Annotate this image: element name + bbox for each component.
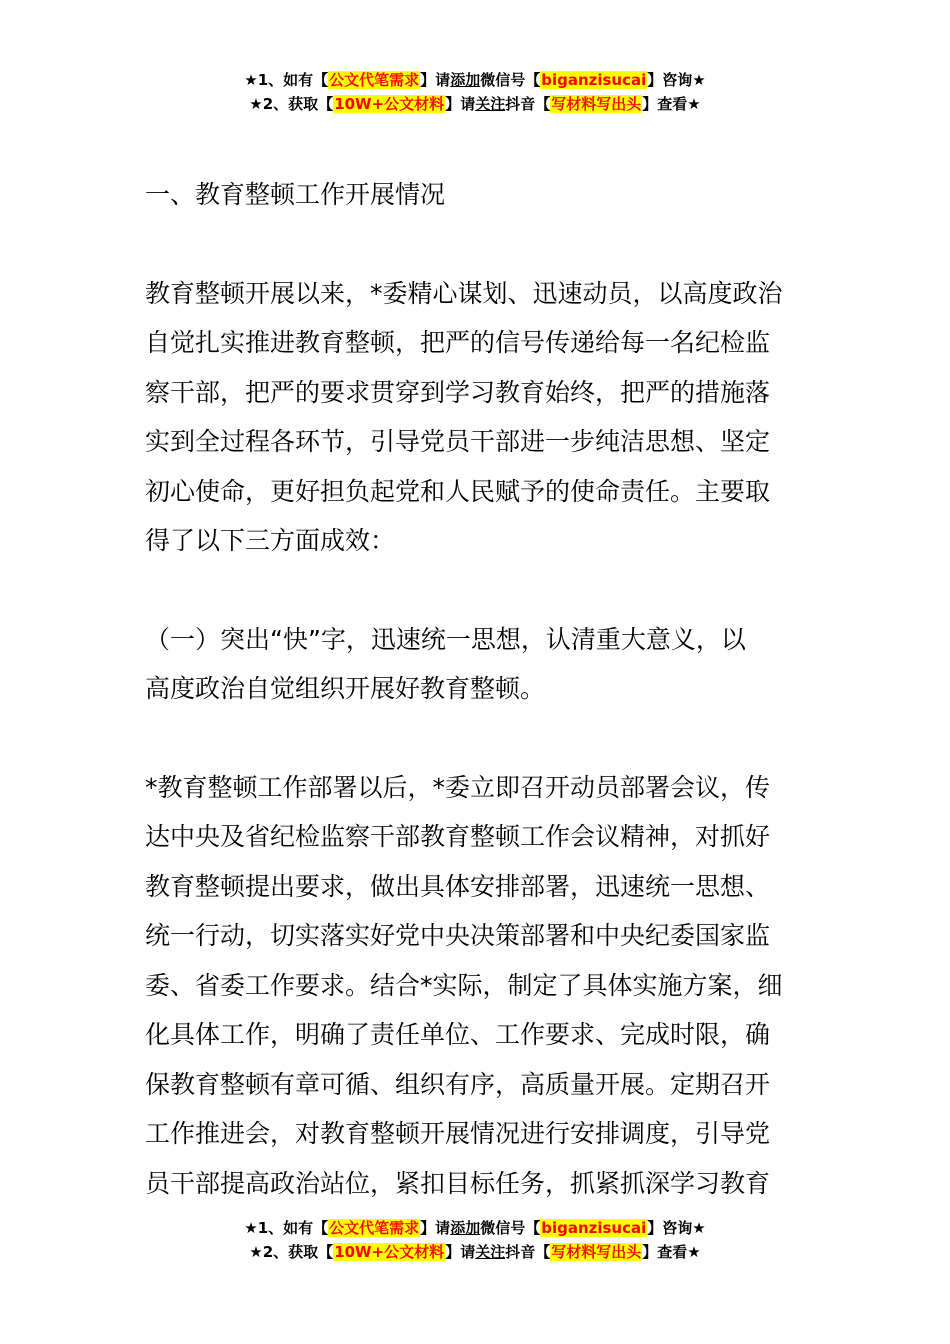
banner-text: 微信号【	[480, 71, 541, 89]
banner-text: 】咨询★	[647, 71, 706, 89]
text-line: 高度政治自觉组织开展好教育整顿。	[145, 674, 546, 703]
header-banner	[0, 68, 950, 116]
text-line: 委、省委工作要求。结合*实际，制定了具体实施方案，细	[145, 970, 783, 1000]
highlight-materials: 10W+公文材料	[334, 1243, 445, 1261]
text-line: 教育整顿提出要求，做出具体安排部署，迅速统一思想、	[145, 871, 771, 901]
banner-line-2	[0, 1240, 950, 1264]
banner-text: ★1、如有【	[244, 1219, 329, 1237]
text-line: 实到全过程各环节，引导党员干部进一步纯洁思想、坚定	[145, 427, 771, 456]
text-line: 自觉扎实推进教育整顿，把严的信号传递给每一名纪检监	[145, 328, 771, 357]
text-line: 化具体工作，明确了责任单位、工作要求、完成时限，确	[145, 1020, 771, 1049]
banner-line-1	[0, 1216, 950, 1240]
paragraph-overview	[145, 269, 810, 566]
text-line: 统一行动，切实落实好党中央决策部署和中央纪委国家监	[145, 921, 771, 950]
banner-text: 】查看★	[642, 95, 701, 113]
highlight-wechat-id: biganzisucai	[541, 1219, 647, 1237]
text-line: 工作推进会，对教育整顿开展情况进行安排调度，引导党	[145, 1119, 771, 1148]
underlined-add: 添加	[450, 71, 481, 89]
highlight-douyin-account: 写材料写出头	[551, 1243, 642, 1261]
banner-text: 微信号【	[480, 1219, 541, 1237]
highlight-douyin-account: 写材料写出头	[551, 95, 642, 113]
banner-text: 】请	[445, 1243, 476, 1261]
underlined-follow: 关注	[475, 1243, 506, 1261]
banner-text: ★1、如有【	[244, 71, 329, 89]
banner-line-1	[0, 68, 950, 92]
banner-text: ★2、获取【	[249, 1243, 334, 1261]
underlined-follow: 关注	[475, 95, 506, 113]
banner-line-2	[0, 92, 950, 116]
highlight-ghostwriting: 公文代笔需求	[329, 1219, 420, 1237]
footer-banner	[0, 1216, 950, 1264]
banner-text: 】请	[420, 1219, 451, 1237]
banner-text: 抖音【	[505, 1243, 551, 1261]
text-line: *教育整顿工作部署以后，*委立即召开动员部署会议，传	[145, 772, 771, 802]
text-line: 初心使命，更好担负起党和人民赋予的使命责任。主要取	[145, 476, 771, 506]
underlined-add: 添加	[450, 1219, 481, 1237]
highlight-wechat-id: biganzisucai	[541, 71, 647, 89]
document-body	[145, 170, 810, 1257]
text-line: （一）突出“快”字，迅速统一思想，认清重大意义，以	[145, 624, 746, 654]
banner-text: 】咨询★	[647, 1219, 706, 1237]
text-line: 达中央及省纪检监察干部教育整顿工作会议精神，对抓好	[145, 822, 771, 851]
text-line: 保教育整顿有章可循、组织有序，高质量开展。定期召开	[145, 1069, 771, 1099]
highlight-ghostwriting: 公文代笔需求	[329, 71, 420, 89]
banner-text: 抖音【	[505, 95, 551, 113]
subheading-one	[145, 615, 810, 714]
banner-text: 】请	[445, 95, 476, 113]
text-line: 教育整顿开展以来，*委精心谋划、迅速动员，以高度政治	[145, 278, 783, 308]
banner-text: 】查看★	[642, 1243, 701, 1261]
banner-text: 】请	[420, 71, 451, 89]
section-heading: 一、教育整顿工作开展情况	[145, 180, 446, 209]
text-line: 员干部提高政治站位，紧扣目标任务，抓紧抓深学习教育	[145, 1168, 771, 1198]
text-line: 得了以下三方面成效：	[145, 526, 396, 555]
paragraph-deployment	[145, 763, 810, 1209]
highlight-materials: 10W+公文材料	[334, 95, 445, 113]
banner-text: ★2、获取【	[249, 95, 334, 113]
text-line: 察干部，把严的要求贯穿到学习教育始终，把严的措施落	[145, 377, 771, 407]
